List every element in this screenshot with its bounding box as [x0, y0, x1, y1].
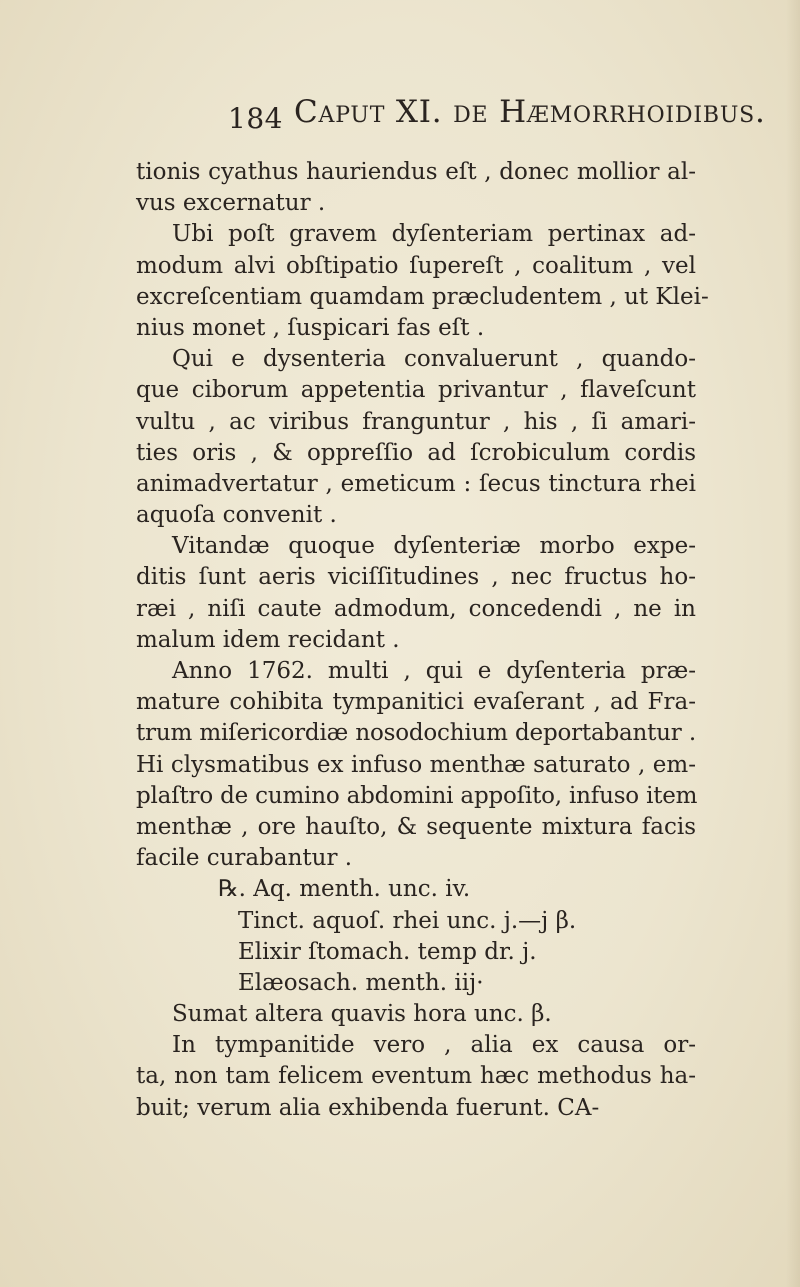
text-line: menthæ , ore hauſto, & sequente mixtura facis	[136, 813, 696, 840]
text-line: animadvertatur , emeticum : ſecus tinctura rhei	[136, 470, 696, 497]
text-line: malum idem recidant .	[136, 626, 400, 653]
recipe-line: ℞. Aq. menth. unc. iv.	[218, 876, 471, 903]
text-line: plaſtro de cumino abdomini appoſito, infuso item	[136, 782, 698, 809]
text-line: ræi , niſi caute admodum, concedendi , ne in	[136, 595, 696, 622]
running-head: Caput XI. de Hæmorrhoidibus.	[294, 94, 766, 130]
text-line: facile curabantur .	[136, 845, 353, 872]
page-header	[228, 94, 766, 144]
text-line: vus excernatur .	[136, 190, 326, 217]
text-line: mature cohibita tympanitici evaſerant , ad Fra-	[136, 689, 696, 716]
text-line: ditis ſunt aeris viciſſitudines , nec fructus ho-	[136, 564, 696, 591]
text-line: aquoſa convenit .	[136, 502, 337, 529]
text-line: Ubi poſt gravem dyſenteriam pertinax ad-	[172, 221, 696, 248]
text-line: Qui e dysenteria convaluerunt , quando-	[172, 346, 696, 373]
text-line: excreſcentiam quamdam præcludentem , ut Klei-	[136, 283, 709, 310]
text-line: Hi clysmatibus ex infuso menthæ saturato , em-	[136, 751, 696, 778]
text-line: Anno 1762. multi , qui e dyſenteria præ-	[172, 658, 696, 684]
page-edge-shadow	[786, 0, 800, 1287]
body-text	[136, 157, 709, 1124]
text-line: trum miſericordiæ nosodochium deportabantur .	[136, 720, 696, 747]
text-line: Vitandæ quoque dyſenteriæ morbo expe-	[172, 533, 696, 560]
text-line: vultu , ac viribus franguntur , his , ſi amari-	[136, 408, 696, 435]
text-line: ties oris , & oppreſſio ad ſcrobiculum cordis	[136, 439, 696, 466]
text-line: Sumat altera quavis hora unc. β.	[172, 1001, 552, 1028]
text-line: nius monet , ſuspicari fas eſt .	[136, 314, 485, 341]
text-line: In tympanitide vero , alia ex causa or-	[172, 1032, 696, 1059]
text-line: modum alvi obſtipatio ſupereſt , coalitum , vel	[136, 252, 696, 279]
recipe-line: Elæosach. menth. iij·	[238, 969, 484, 996]
text-line: tionis cyathus hauriendus eſt , donec mollior al-	[136, 159, 696, 185]
recipe-line: Elixir ſtomach. temp dr. j.	[238, 938, 537, 965]
text-line: que ciborum appetentia privantur , flaveſcunt	[136, 377, 696, 404]
recipe-line: Tinct. aquoſ. rhei unc. j.—j β.	[238, 907, 577, 934]
text-line: buit; verum alia exhibenda fuerunt. CA-	[136, 1094, 600, 1121]
text-line: ta, non tam felicem eventum hæc methodus ha-	[136, 1063, 696, 1090]
page-number: 184	[228, 102, 283, 135]
